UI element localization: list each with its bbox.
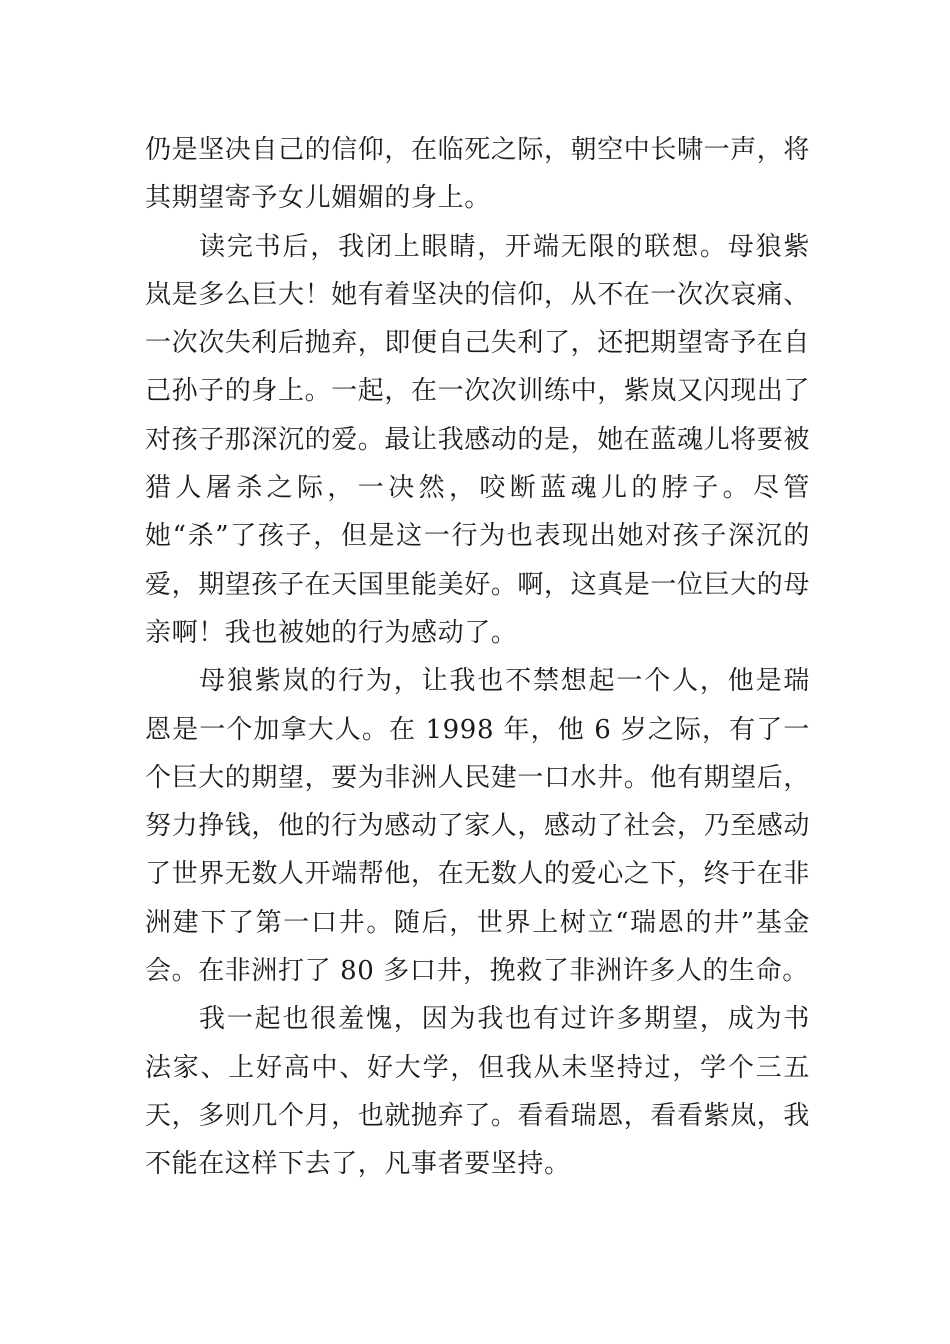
paragraph-reading-reflection: 读完书后，我闭上眼睛，开端无限的联想。母狼紫岚是多么巨大！她有着坚决的信仰，从不在一次次哀痛、一次次失利后抛弃，即便自己失利了，还把期望寄予在自己孙子的身上。一起，在一次次训练中，紫岚又闪现出了对孩子那深沉的爱。最让我感动的是，她在蓝魂儿将要被猎人屠杀之际，一决然，咬断蓝魂儿的脖子。尽管她“杀”了孩子，但是这一行为也表现出她对孩子深沉的爱，期望孩子在天国里能美好。啊，这真是一位巨大的母亲啊！我也被她的行为感动了。 bbox=[145, 231, 811, 648]
body-text bbox=[145, 126, 810, 1189]
paragraph-self-reflection: 我一起也很羞愧，因为我也有过许多期望，成为书法家、上好高中、好大学，但我从未坚持过，学个三五天，多则几个月，也就抛弃了。看看瑞恩，看看紫岚，我不能在这样下去了，凡事者要坚持。 bbox=[145, 1004, 811, 1180]
paragraph-ryan-story: 母狼紫岚的行为，让我也不禁想起一个人，他是瑞恩是一个加拿大人。在 1998 年，他 6 岁之际，有了一个巨大的期望，要为非洲人民建一口水井。他有期望后，努力挣钱，他的行为感动了家人，感动了社会，乃至感动了世界无数人开端帮他，在无数人的爱心之下，终于在非洲建下了第一口井。随后，世界上树立“瑞恩的井”基金会。在非洲打了 80 多口井，挽救了非洲许多人的生命。 bbox=[145, 666, 811, 987]
paragraph-continued: 仍是坚决自己的信仰，在临死之际，朝空中长啸一声，将其期望寄予女儿媚媚的身上。 bbox=[145, 135, 811, 214]
